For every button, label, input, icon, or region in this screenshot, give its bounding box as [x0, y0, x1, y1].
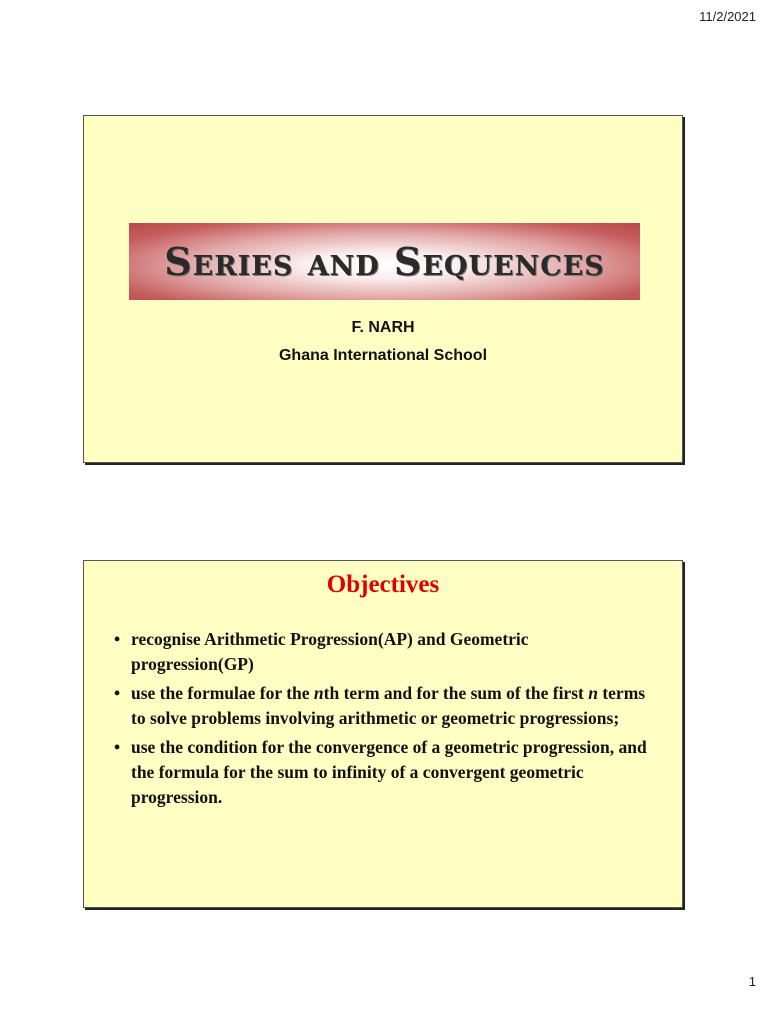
objective-text: use the condition for the convergence of a geometric progression, and the formula for the sum to infinity of a convergent geometric progression.: [131, 737, 647, 807]
bullet-icon: •: [114, 683, 121, 703]
objectives-heading: Objectives: [326, 571, 440, 598]
objective-text: terms to solve problems involving arithmetic or geometric progressions;: [131, 683, 646, 728]
print-date: 11/2/2021: [699, 9, 756, 24]
italic-variable: n: [588, 683, 598, 703]
school-name: Ghana International School: [278, 347, 488, 364]
author-name: F. NARH: [351, 319, 415, 336]
slide-title: Series and Sequences: [164, 239, 605, 284]
objective-text: use the formulae for the: [131, 683, 314, 703]
bullet-icon: •: [114, 737, 121, 757]
title-banner: [129, 223, 640, 300]
objective-item: [114, 681, 654, 731]
bullet-icon: •: [114, 629, 121, 649]
objectives-list: [114, 627, 654, 814]
objective-text: th term and for the sum of the first: [323, 683, 589, 703]
italic-variable: n: [313, 683, 324, 703]
title-slide: [83, 115, 683, 463]
page-number: 1: [748, 974, 756, 989]
objective-item: [114, 735, 654, 810]
objective-item: [114, 627, 654, 677]
objective-text: recognise Arithmetic Progression(AP) and Geometric progression(GP): [131, 629, 529, 674]
objectives-slide: [83, 560, 683, 908]
